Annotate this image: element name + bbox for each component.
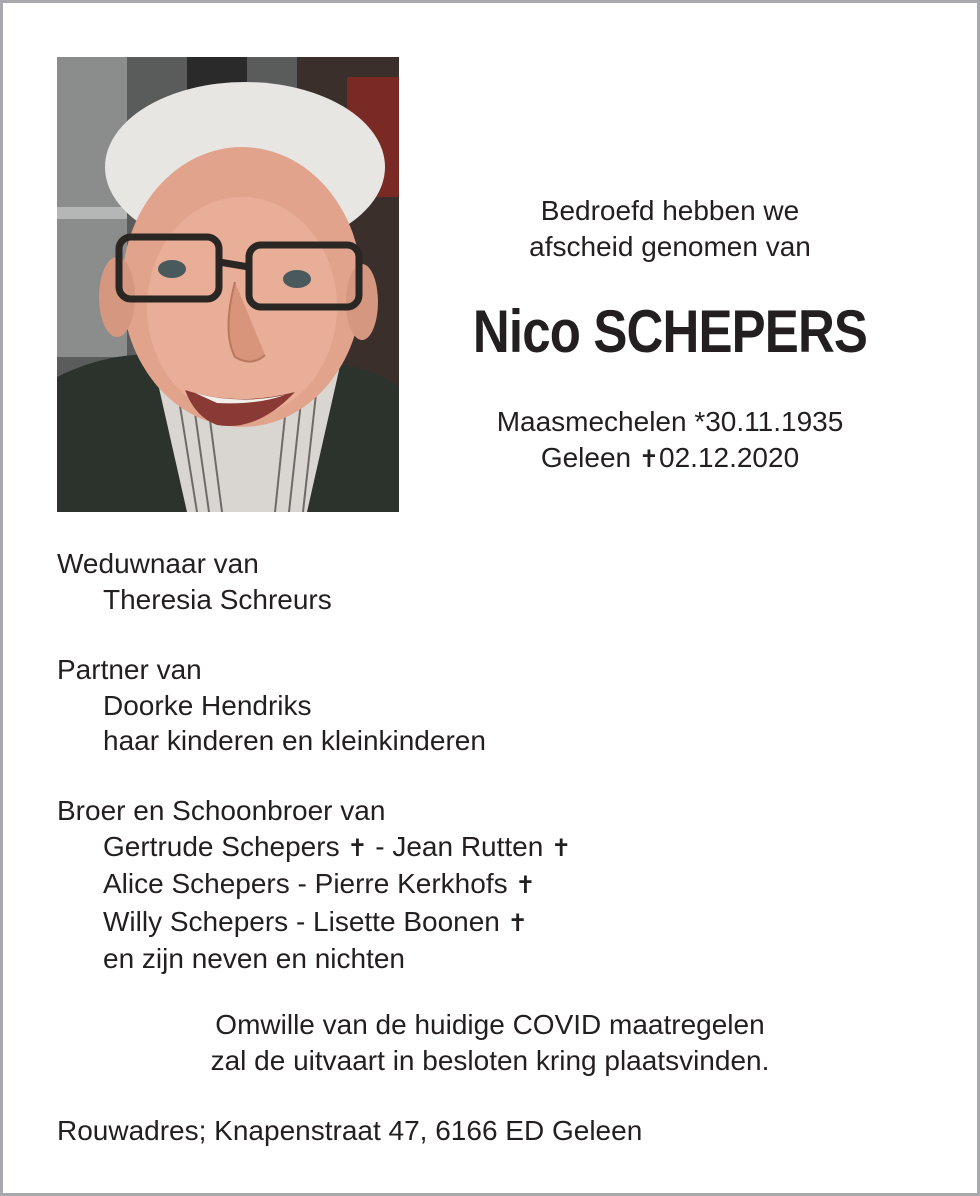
intro-line-2: afscheid genomen van xyxy=(529,231,811,262)
sibling-name: Alice Schepers - Pierre Kerkhofs xyxy=(103,868,516,899)
cross-icon: ✝ xyxy=(515,872,536,899)
address-section xyxy=(57,1113,937,1149)
funeral-notice xyxy=(0,1007,980,1078)
portrait-photo xyxy=(57,57,399,512)
widower-section xyxy=(57,546,937,617)
notice-line-1: Omwille van de huidige COVID maatregelen xyxy=(215,1009,765,1040)
sibling-name: Willy Schepers - Lisette Boonen xyxy=(103,905,508,937)
mourning-address: Rouwadres; Knapenstraat 47, 6166 ED Geleen xyxy=(57,1115,643,1146)
siblings-heading: Broer en Schoonbroer van xyxy=(57,795,386,826)
sibling-row xyxy=(57,904,937,942)
partner-family: haar kinderen en kleinkinderen xyxy=(103,725,486,756)
life-dates xyxy=(420,404,920,478)
cross-icon: ✝ xyxy=(347,834,368,862)
sibling-row xyxy=(57,829,937,867)
partner-section xyxy=(57,652,937,759)
widower-heading: Weduwnaar van xyxy=(57,548,259,579)
death-line xyxy=(420,440,920,478)
portrait-image xyxy=(57,57,399,512)
deceased-name: Nico SCHEPERS xyxy=(472,298,868,365)
cross-icon: ✝ xyxy=(638,446,660,473)
partner-heading: Partner van xyxy=(57,654,202,685)
spouse-name: Theresia Schreurs xyxy=(103,583,332,615)
cross-icon: ✝ xyxy=(551,834,572,862)
birth-line: Maasmechelen *30.11.1935 xyxy=(496,406,844,437)
death-place: Geleen xyxy=(540,442,639,473)
intro-text xyxy=(420,193,920,265)
death-date: 02.12.2020 xyxy=(659,442,800,473)
intro-line-1: Bedroefd hebben we xyxy=(540,195,800,226)
notice-line-2: zal de uitvaart in besloten kring plaatsvinden. xyxy=(210,1044,770,1076)
sibling-row xyxy=(57,866,937,904)
cross-icon: ✝ xyxy=(507,909,528,937)
siblings-closing: en zijn neven en nichten xyxy=(103,943,405,974)
partner-name: Doorke Hendriks xyxy=(103,689,312,721)
sibling-name: Gertrude Schepers xyxy=(103,830,348,862)
sibling-spouse-name: - Jean Rutten xyxy=(367,830,552,862)
siblings-section xyxy=(57,793,937,977)
